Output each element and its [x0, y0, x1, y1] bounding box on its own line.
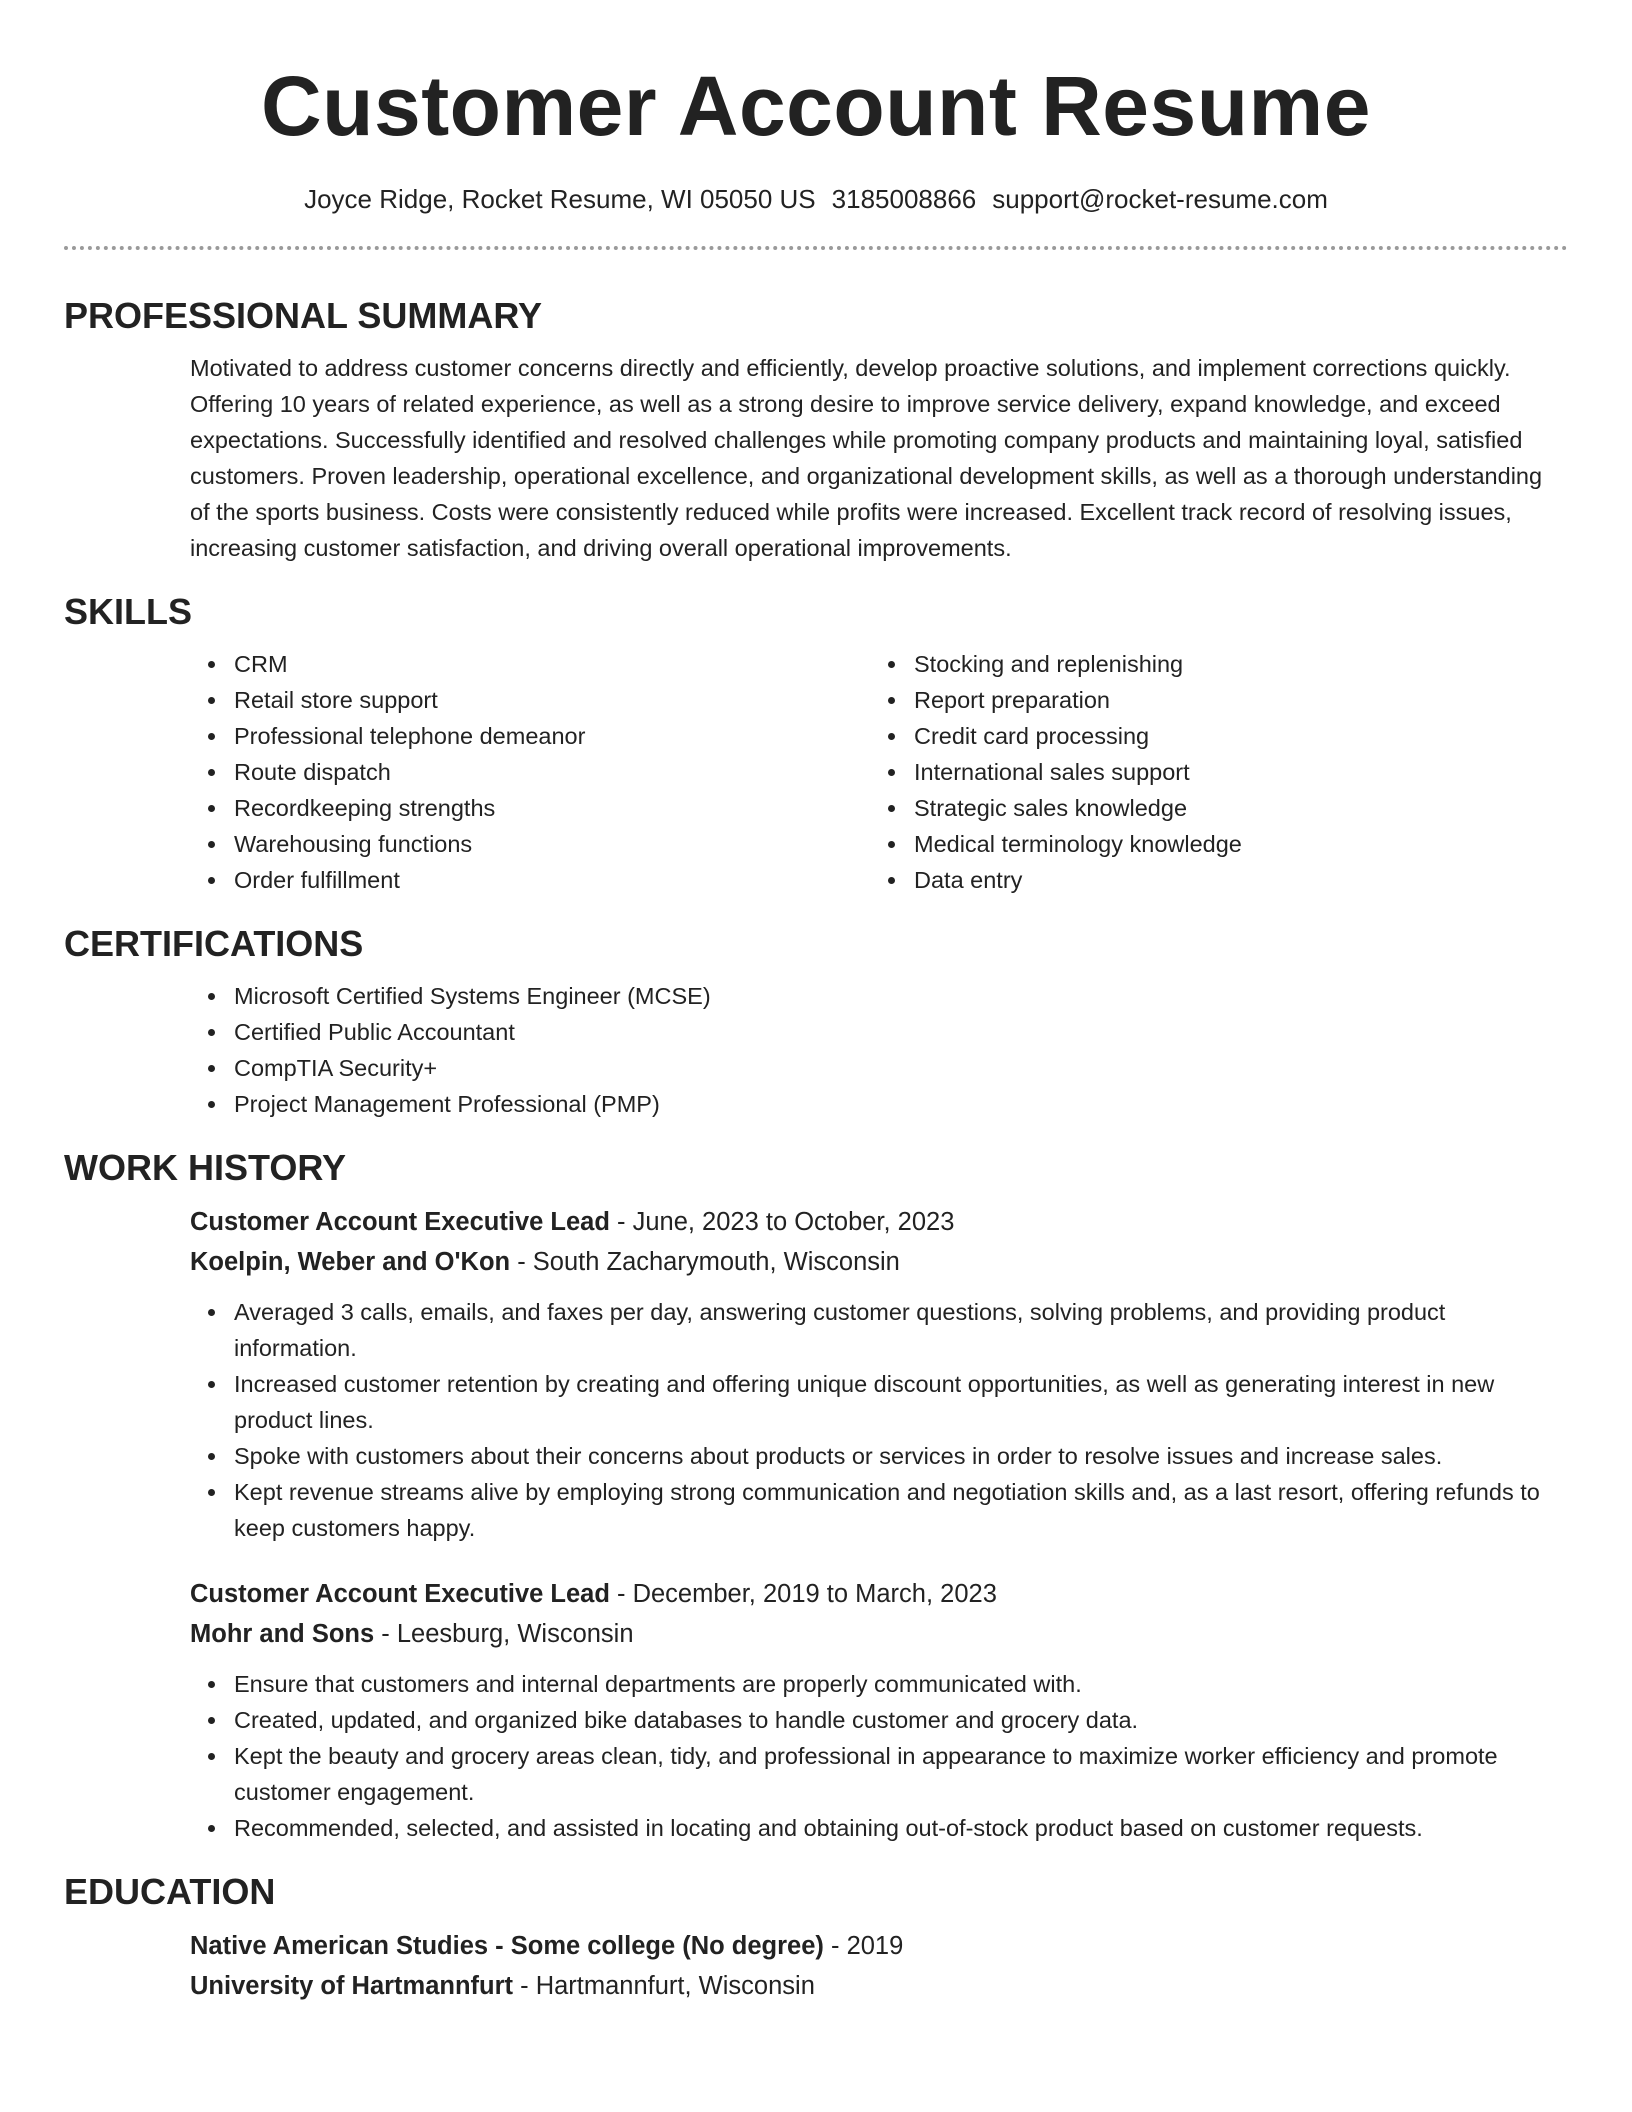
skills-list-left: [190, 646, 870, 898]
skills-column-left: [190, 646, 870, 898]
job-title: Customer Account Executive Lead: [190, 1580, 610, 1608]
certification-item: Microsoft Certified Systems Engineer (MCSE): [234, 978, 1568, 1014]
skill-item: Strategic sales knowledge: [914, 790, 1550, 826]
job-dates: - June, 2023 to October, 2023: [609, 1208, 955, 1236]
skill-item: International sales support: [914, 754, 1550, 790]
education-heading: EDUCATION: [64, 1871, 276, 1912]
job-bullet: Kept revenue streams alive by employing strong communication and negotiation skills and, as a last resort, offering refunds to keep customers happy.: [234, 1474, 1568, 1546]
summary-section: [190, 350, 1568, 566]
job-title-line: [190, 1574, 1568, 1614]
work-history-section: [190, 1202, 1568, 1846]
skill-item: CRM: [234, 646, 870, 682]
education-location: - Hartmannfurt, Wisconsin: [513, 1972, 815, 2000]
education-degree: Native American Studies - Some college (No degree): [190, 1932, 824, 1960]
skill-item: Stocking and replenishing: [914, 646, 1550, 682]
skill-item: Warehousing functions: [234, 826, 870, 862]
contact-address: Joyce Ridge, Rocket Resume, WI 05050 US: [304, 184, 816, 214]
skills-section: [190, 646, 1568, 898]
certifications-list: [190, 978, 1568, 1122]
job-bullet: Averaged 3 calls, emails, and faxes per day, answering customer questions, solving problems, and providing product information.: [234, 1294, 1568, 1366]
job-company: Koelpin, Weber and O'Kon: [190, 1248, 511, 1276]
job-bullet: Recommended, selected, and assisted in locating and obtaining out-of-stock product based on customer requests.: [234, 1810, 1568, 1846]
job-bullet: Ensure that customers and internal departments are properly communicated with.: [234, 1666, 1568, 1702]
skill-item: Order fulfillment: [234, 862, 870, 898]
education-degree-line: [190, 1926, 1568, 1966]
certification-item: Certified Public Accountant: [234, 1014, 1568, 1050]
job-location: - South Zacharymouth, Wisconsin: [510, 1248, 900, 1276]
job-bullets: [190, 1666, 1568, 1846]
education-year: - 2019: [823, 1932, 904, 1960]
education-school: University of Hartmannfurt: [190, 1972, 514, 2000]
skill-item: Data entry: [914, 862, 1550, 898]
education-section: [190, 1926, 1568, 2006]
skill-item: Report preparation: [914, 682, 1550, 718]
summary-text: Motivated to address customer concerns directly and efficiently, develop proactive solutions, and implement corrections quickly. Offering 10 years of related experience, as well as a strong desire to improve service delivery, expand knowledge, and exceed expectations. Successfully identified and resolved challenges while promoting company products and maintaining loyal, satisfied customers. Proven leadership, operational excellence, and organizational development skills, as well as a thorough understanding of the sports business. Costs were consistently reduced while profits were increased. Excellent track record of resolving issues, increasing customer satisfaction, and driving overall operational improvements.: [190, 355, 1543, 561]
job-bullet: Spoke with customers about their concerns about products or services in order to resolve issues and increase sales.: [234, 1438, 1568, 1474]
job-entry: [190, 1574, 1568, 1846]
skills-list-right: [870, 646, 1550, 898]
job-location: - Leesburg, Wisconsin: [374, 1620, 634, 1648]
summary-heading: PROFESSIONAL SUMMARY: [64, 295, 543, 336]
job-bullet: Increased customer retention by creating and offering unique discount opportunities, as well as generating interest in new product lines.: [234, 1366, 1568, 1438]
job-dates: - December, 2019 to March, 2023: [609, 1580, 997, 1608]
job-company-line: [190, 1242, 1568, 1282]
skill-item: Professional telephone demeanor: [234, 718, 870, 754]
skill-item: Route dispatch: [234, 754, 870, 790]
skill-item: Credit card processing: [914, 718, 1550, 754]
contact-line: [64, 182, 1568, 216]
skill-item: Retail store support: [234, 682, 870, 718]
job-bullet: Created, updated, and organized bike databases to handle customer and grocery data.: [234, 1702, 1568, 1738]
skills-heading: SKILLS: [64, 591, 193, 632]
header-divider: [64, 246, 1568, 250]
skill-item: Medical terminology knowledge: [914, 826, 1550, 862]
work-history-heading: WORK HISTORY: [64, 1147, 347, 1188]
certification-item: Project Management Professional (PMP): [234, 1086, 1568, 1122]
contact-phone: 3185008866: [831, 184, 977, 214]
certifications-heading: CERTIFICATIONS: [64, 923, 364, 964]
job-entry: [190, 1202, 1568, 1546]
certifications-section: [190, 978, 1568, 1122]
job-title: Customer Account Executive Lead: [190, 1208, 610, 1236]
contact-email: support@rocket-resume.com: [992, 184, 1328, 214]
resume-title: Customer Account Resume: [261, 59, 1371, 153]
job-company-line: [190, 1614, 1568, 1654]
job-company: Mohr and Sons: [190, 1620, 375, 1648]
skills-column-right: [870, 646, 1550, 898]
skill-item: Recordkeeping strengths: [234, 790, 870, 826]
education-school-line: [190, 1966, 1568, 2006]
certification-item: CompTIA Security+: [234, 1050, 1568, 1086]
job-title-line: [190, 1202, 1568, 1242]
job-bullets: [190, 1294, 1568, 1546]
job-bullet: Kept the beauty and grocery areas clean, tidy, and professional in appearance to maximize worker efficiency and promote customer engagement.: [234, 1738, 1568, 1810]
